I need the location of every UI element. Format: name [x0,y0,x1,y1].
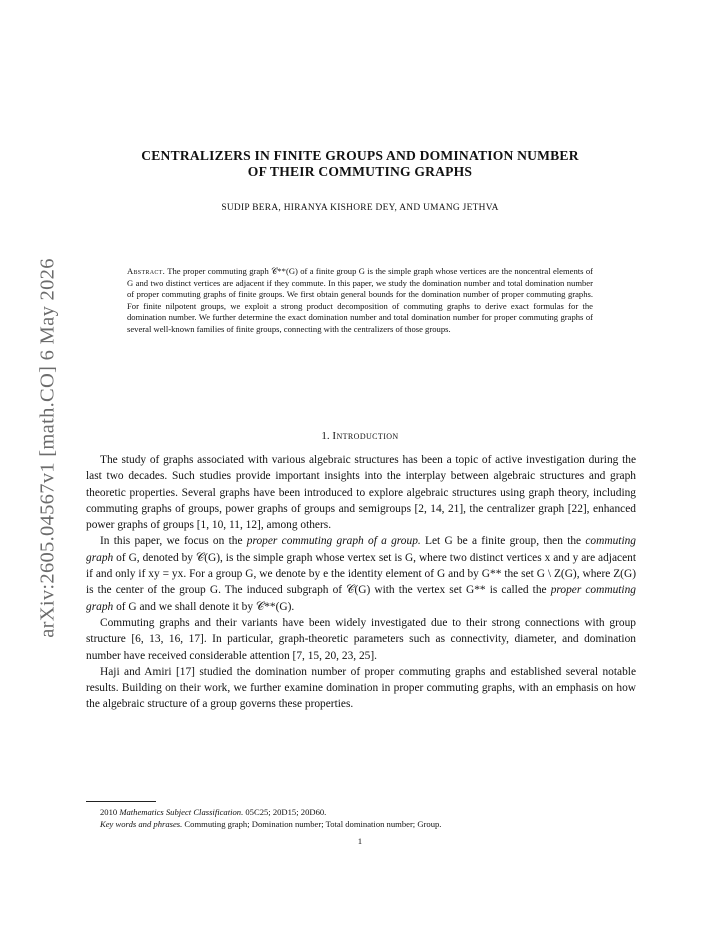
section-heading [0,430,720,442]
section-number: 1. [321,430,330,442]
abstract-text: The proper commuting graph 𝒞**(G) of a finite group G is the simple graph whose vertices are the noncentral elements of G and two distinct vertices are adjacent if they commute. In this paper, we study the domination number and total domination number of proper commuting graphs of finite groups. We first obtain general bounds for the domination number of proper commuting graphs. For finite nilpotent groups, we exploit a strong product decomposition of commuting graphs to derive exact formulas for the domination number. We further determine the exact domination number and total domination number for proper commuting graphs of several well-known families of finite groups, connecting with the centralizers of those groups. [127,266,593,334]
p2-term-proper-commuting-graph: proper commuting graph [86,584,636,613]
keywords-value: Commuting graph; Domination number; Total domination number; Group. [182,819,442,830]
p2-term-commuting-graph: commuting graph [86,535,636,564]
paragraph-4: Haji and Amiri [17] studied the domination number of proper commuting graphs and established several notable results. Building on their work, we further examine domination in proper commuting graphs, with an emphasis on how the algebraic structure of a group governs these properties. [86,665,636,711]
keywords-label: Key words and phrases. [100,819,183,830]
abstract [127,266,593,336]
abstract-label: Abstract. [127,266,166,276]
footnotes [100,806,640,830]
msc-label: Mathematics Subject Classification. [119,807,244,817]
paragraph-1: The study of graphs associated with various algebraic structures has been a topic of active investigation during the last two decades. Such studies provide important insights into the interplay between algebraic structures and graph theoretic properties. Several graphs have been introduced to explore algebraic structures using graph theory, including commuting graphs of groups, power graphs of groups and semigroups [2, 14, 21], the centralizer graph [22], enhanced power graphs of groups [1, 10, 11, 12], among others. [86,454,636,532]
paragraph-3: Commuting graphs and their variants have been widely investigated due to their strong connections with group structure [6, 13, 16, 17]. In particular, graph-theoretic parameters such as connectivity, diameter, and domination number have received considerable attention [7, 15, 20, 23, 25]. [86,616,636,662]
author-list: SUDIP BERA, HIRANYA KISHORE DEY, AND UMANG JETHVA [221,203,499,213]
arxiv-side-stamp: arXiv:2605.04567v1 [math.CO] 6 May 2026 [36,258,59,638]
page-number: 1 [357,836,363,846]
title-line-1: CENTRALIZERS IN FINITE GROUPS AND DOMINATION NUMBER [141,148,579,163]
msc-footnote [100,806,640,818]
msc-prefix: 2010 [100,807,120,817]
paragraph-2 [86,533,636,614]
paper-title [0,148,720,180]
p2-text-e: of G, denoted by 𝒞(G), is the simple graph whose vertex set is G, where two distinct vertices x and y are adjacent if and only if xy = yx. For a group G, we denote by e the identity element of G and by G** the set G \ Z(G), where Z(G) is the center of the group G. The induced subgraph of 𝒞(G) with the vertex set G** is called the [86,551,636,597]
p2-text-c: Let G be a finite group, then the [420,535,586,548]
p2-text-a: In this paper, we focus on the [100,535,247,548]
section-title: Introduction [332,430,399,442]
keywords-footnote [100,818,640,830]
p2-text-g: of G and we shall denote it by 𝒞**(G). [113,600,295,613]
msc-value: 05C25; 20D15; 20D60. [243,807,327,817]
footnote-rule [86,801,156,802]
p2-term-proper-commuting-graph-of-a-group: proper commuting graph of a group. [246,535,421,548]
title-line-2: OF THEIR COMMUTING GRAPHS [247,164,473,179]
body-text [86,452,636,713]
